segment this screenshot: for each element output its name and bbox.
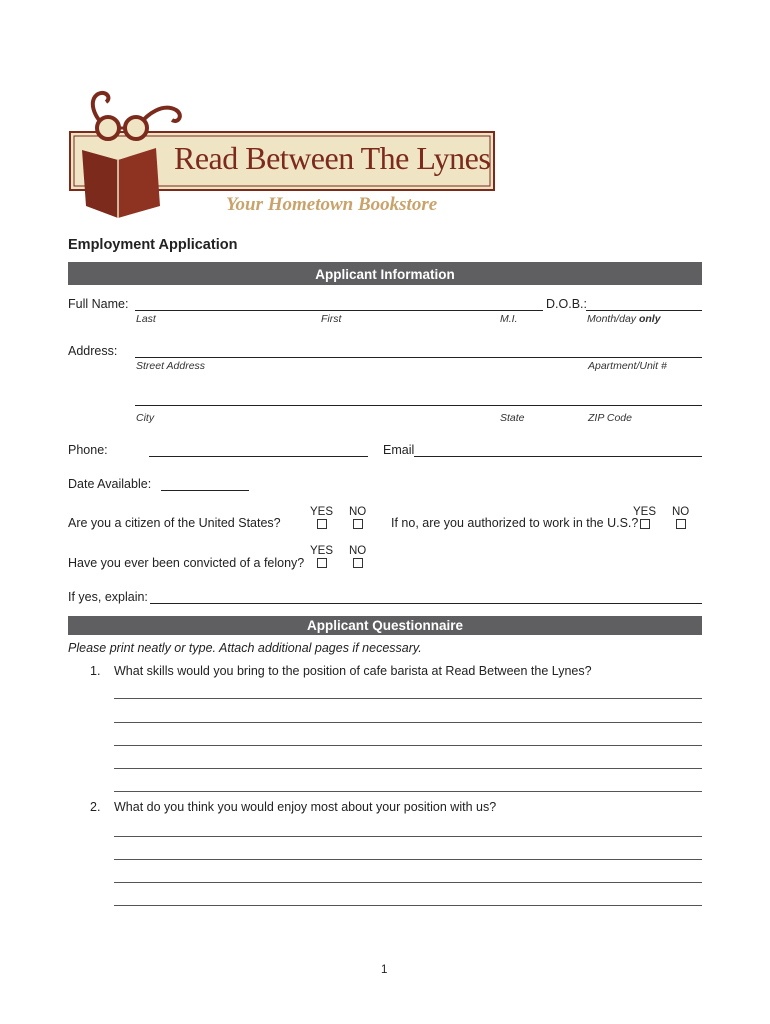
- answer-2-line[interactable]: [114, 859, 702, 860]
- question-2-number: 2.: [90, 800, 101, 814]
- answer-2-line[interactable]: [114, 882, 702, 883]
- first-name-hint: First: [321, 313, 342, 325]
- date-available-label: Date Available:: [68, 477, 152, 491]
- answer-1-line[interactable]: [114, 745, 702, 746]
- felony-yes-label: YES: [310, 545, 334, 557]
- address-label: Address:: [68, 344, 118, 358]
- answer-1-line[interactable]: [114, 722, 702, 723]
- citizen-question: Are you a citizen of the United States?: [68, 516, 281, 530]
- email-label: Email: [383, 443, 415, 457]
- dob-field[interactable]: [586, 310, 702, 311]
- form-title: Employment Application: [68, 237, 238, 253]
- logo-tagline: Your Hometown Bookstore: [226, 194, 438, 215]
- answer-1-line[interactable]: [114, 791, 702, 792]
- answer-1-line[interactable]: [114, 768, 702, 769]
- authorized-question: If no, are you authorized to work in the U.S.?: [391, 516, 639, 530]
- apartment-hint: Apartment/Unit #: [588, 360, 667, 372]
- logo: [68, 88, 498, 223]
- answer-2-line[interactable]: [114, 905, 702, 906]
- street-address-field[interactable]: [135, 357, 702, 358]
- full-name-label: Full Name:: [68, 297, 129, 311]
- authorized-yes-label: YES: [633, 506, 657, 518]
- question-1-text: What skills would you bring to the position of cafe barista at Read Between the Lynes?: [114, 664, 592, 678]
- last-name-hint: Last: [136, 313, 156, 325]
- authorized-no-label: NO: [672, 506, 690, 518]
- felony-yes-checkbox[interactable]: [317, 558, 327, 568]
- logo-title: Read Between The Lynes: [174, 140, 491, 176]
- middle-initial-hint: M.I.: [500, 313, 518, 325]
- city-state-zip-field[interactable]: [135, 405, 702, 406]
- dob-label: D.O.B.:: [546, 297, 587, 311]
- felony-question: Have you ever been convicted of a felony?: [68, 556, 305, 570]
- dob-hint: [587, 313, 661, 325]
- explain-label: If yes, explain:: [68, 590, 148, 604]
- phone-field[interactable]: [149, 456, 368, 457]
- citizen-yes-label: YES: [310, 506, 334, 518]
- city-hint: City: [136, 412, 155, 424]
- state-hint: State: [500, 412, 525, 424]
- citizen-no-checkbox[interactable]: [353, 519, 363, 529]
- questionnaire-instructions: Please print neatly or type. Attach additional pages if necessary.: [68, 641, 422, 655]
- dob-hint-bold: only: [638, 313, 661, 325]
- page-number: 1: [381, 964, 388, 976]
- zip-hint: ZIP Code: [588, 412, 632, 424]
- full-name-field[interactable]: [135, 310, 543, 311]
- authorized-yes-checkbox[interactable]: [640, 519, 650, 529]
- felony-no-label: NO: [349, 545, 367, 557]
- question-2-text: What do you think you would enjoy most about your position with us?: [114, 800, 497, 814]
- section-header-applicant-questionnaire: Applicant Questionnaire: [68, 616, 702, 635]
- phone-label: Phone:: [68, 443, 108, 457]
- felony-no-checkbox[interactable]: [353, 558, 363, 568]
- authorized-no-checkbox[interactable]: [676, 519, 686, 529]
- question-1-number: 1.: [90, 664, 101, 678]
- dob-hint-text: Month/day: [587, 313, 639, 325]
- explain-field[interactable]: [150, 603, 702, 604]
- answer-1-line[interactable]: [114, 698, 702, 699]
- citizen-yes-checkbox[interactable]: [317, 519, 327, 529]
- section-header-applicant-information: Applicant Information: [68, 262, 702, 285]
- citizen-no-label: NO: [349, 506, 367, 518]
- answer-2-line[interactable]: [114, 836, 702, 837]
- email-field[interactable]: [414, 456, 702, 457]
- date-available-field[interactable]: [161, 490, 249, 491]
- street-address-hint: Street Address: [136, 360, 206, 372]
